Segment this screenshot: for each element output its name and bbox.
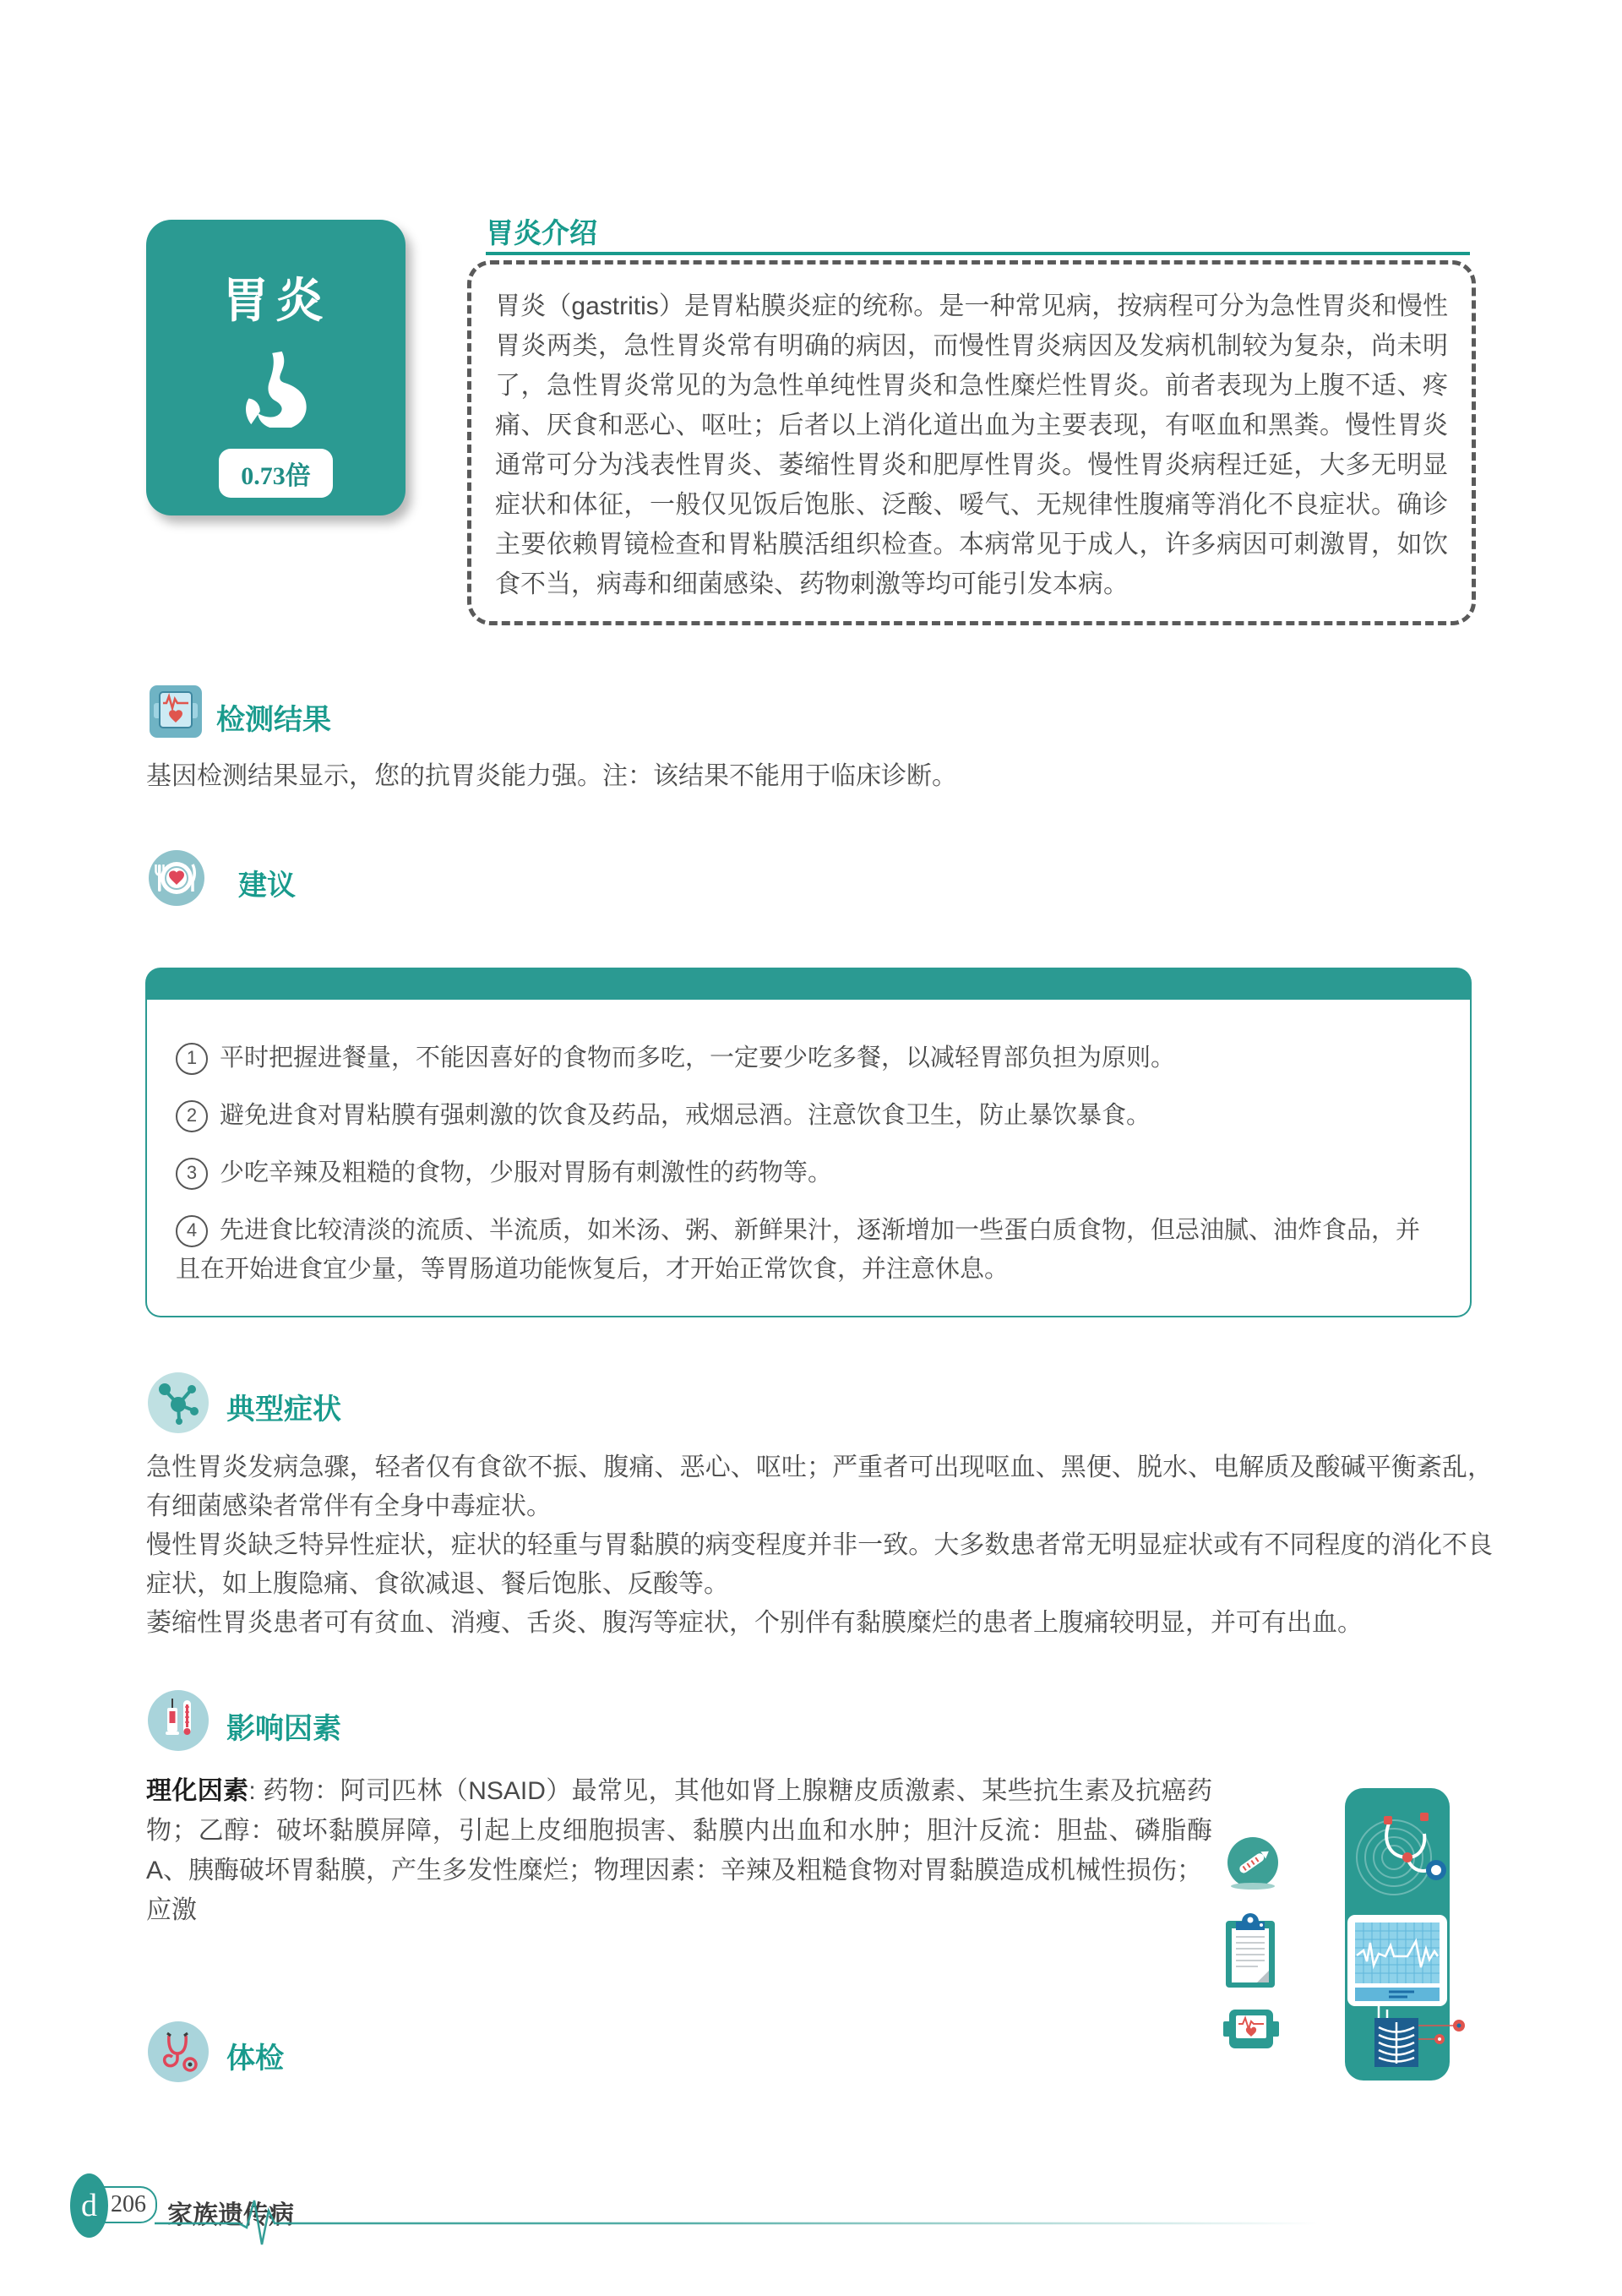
factors-body: : 药物：阿司匹林（NSAID）最常见，其他如肾上腺糖皮质激素、某些抗生素及抗癌药物；乙醇：破坏黏膜屏障，引起上皮细胞损害、黏膜内出血和水肿；胆汁反流：胆盐、磷脂酶A、胰酶破坏胃黏膜，产生多发性糜烂；物理因素：辛辣及粗糙食物对胃黏膜造成机械性损伤；: [146, 1777, 1213, 1884]
footer-page-number: 206: [111, 2191, 146, 2217]
heartbeat-line: [155, 2190, 1320, 2262]
stomach-icon: [146, 350, 406, 432]
ecg-device-icon: [149, 684, 203, 743]
advice-box-header-band: [145, 968, 1472, 1000]
symptoms-paragraph: 急性胃炎发病急骤，轻者仅有食欲不振、腹痛、恶心、呕吐；严重者可出现呕血、黑便、脱水、电解质及酸碱平衡紊乱，有细菌感染者常伴有全身中毒症状。: [146, 1453, 1493, 1520]
advice-item: [176, 1039, 1436, 1077]
intro-dashed-box: [467, 260, 1476, 625]
clipboard-icon: [1224, 1912, 1276, 1993]
section-title-result: 检测结果: [216, 704, 331, 736]
advice-box: [145, 968, 1472, 1316]
stethoscope-icon: [148, 2021, 209, 2086]
factors-lead: 理化因素: [146, 1777, 249, 1805]
advice-item-text: 避免进食对胃粘膜有强刺激的饮食及药品，戒烟忌酒。注意饮食卫生，防止暴饮暴食。: [220, 1102, 1151, 1129]
intro-body-text: 胃炎（gastritis）是胃粘膜炎症的统称。是一种常见病，按病程可分为急性胃炎和慢性胃炎两类，急性胃炎常有明确的病因，而慢性胃炎病因及发病机制较为复杂，尚未明了，急性胃炎常见的为急性单纯性胃炎和急性糜烂性胃炎。前者表现为上腹不适、疼痛、厌食和恶心、呕吐；后者以上消化道出血为主要表现，有呕血和黑粪。慢性胃炎通常可分为浅表性胃炎、萎缩性胃炎和肥厚性胃炎。慢性胃炎病程迁延，大多无明显症状和体征，一般仅见饭后饱胀、泛酸、嗳气、无规律性腹痛等消化不良症状。确诊主要依赖胃镜检查和胃粘膜活组织检查。本病常见于成人，许多病因可刺激胃，如饮食不当，病毒和细菌感染、药物刺激等均可能引发本病。: [495, 292, 1448, 598]
thermometer-badge-icon: [1227, 1837, 1279, 1895]
section-title-symptoms: 典型症状: [226, 1393, 341, 1426]
advice-item-number: 2: [176, 1100, 208, 1132]
advice-item: [176, 1096, 1436, 1135]
ecg-recorder-icon: [1223, 2008, 1279, 2054]
factors-tail: 应激: [146, 1896, 197, 1924]
advice-item-text: 先进食比较清淡的流质、半流质，如米汤、粥、新鲜果汁，逐渐增加一些蛋白质食物，但忌油腻、油炸食品，并且在开始进食宜少量，等胃肠道功能恢复后，才开始正常饮食，并注意休息。: [176, 1217, 1421, 1283]
advice-item-number: 1: [176, 1043, 208, 1075]
footer-marker: [70, 2173, 108, 2238]
section-title-physical: 体检: [226, 2042, 284, 2075]
advice-item-number: 4: [176, 1215, 208, 1247]
medical-illustration-panel: [1345, 1788, 1480, 2085]
advice-item: [176, 1211, 1436, 1289]
factors-text-block: [146, 1771, 1212, 1930]
advice-item-number: 3: [176, 1158, 208, 1190]
syringe-thermometer-icon: [148, 1690, 209, 1755]
footer-category-label: 家族遗传病: [167, 2201, 294, 2229]
symptoms-paragraph: 萎缩性胃炎患者可有贫血、消瘦、舌炎、腹泻等症状，个别伴有黏膜糜烂的患者上腹痛较明显，并可有出血。: [146, 1609, 1363, 1637]
disease-card-title: 胃炎: [221, 274, 330, 327]
footer-marker-letter: d: [81, 2188, 97, 2223]
nutrition-plate-icon: [149, 850, 204, 910]
section-title-advice: 建议: [238, 870, 296, 902]
molecule-icon: [148, 1372, 209, 1437]
advice-item: [176, 1153, 1436, 1192]
symptoms-paragraph: 慢性胃炎缺乏特异性症状，症状的轻重与胃黏膜的病变程度并非一致。大多数患者常无明显症状或有不同程度的消化不良症状，如上腹隐痛、食欲减退、餐后饱胀、反酸等。: [146, 1531, 1493, 1598]
intro-heading-underline: [486, 252, 1470, 255]
intro-heading: 胃炎介绍: [486, 217, 597, 248]
result-body-text: 基因检测结果显示，您的抗胃炎能力强。注：该结果不能用于临床诊断。: [146, 762, 957, 790]
section-title-factors: 影响因素: [226, 1713, 341, 1745]
advice-box-body: [145, 1000, 1472, 1317]
advice-item-text: 少吃辛辣及粗糙的食物，少服对胃肠有刺激性的药物等。: [220, 1159, 833, 1186]
risk-multiplier-badge: 0.73倍: [219, 449, 333, 498]
advice-item-text: 平时把握进餐量，不能因喜好的食物而多吃，一定要少吃多餐，以减轻胃部负担为原则。: [220, 1044, 1176, 1072]
disease-card: [146, 220, 406, 515]
